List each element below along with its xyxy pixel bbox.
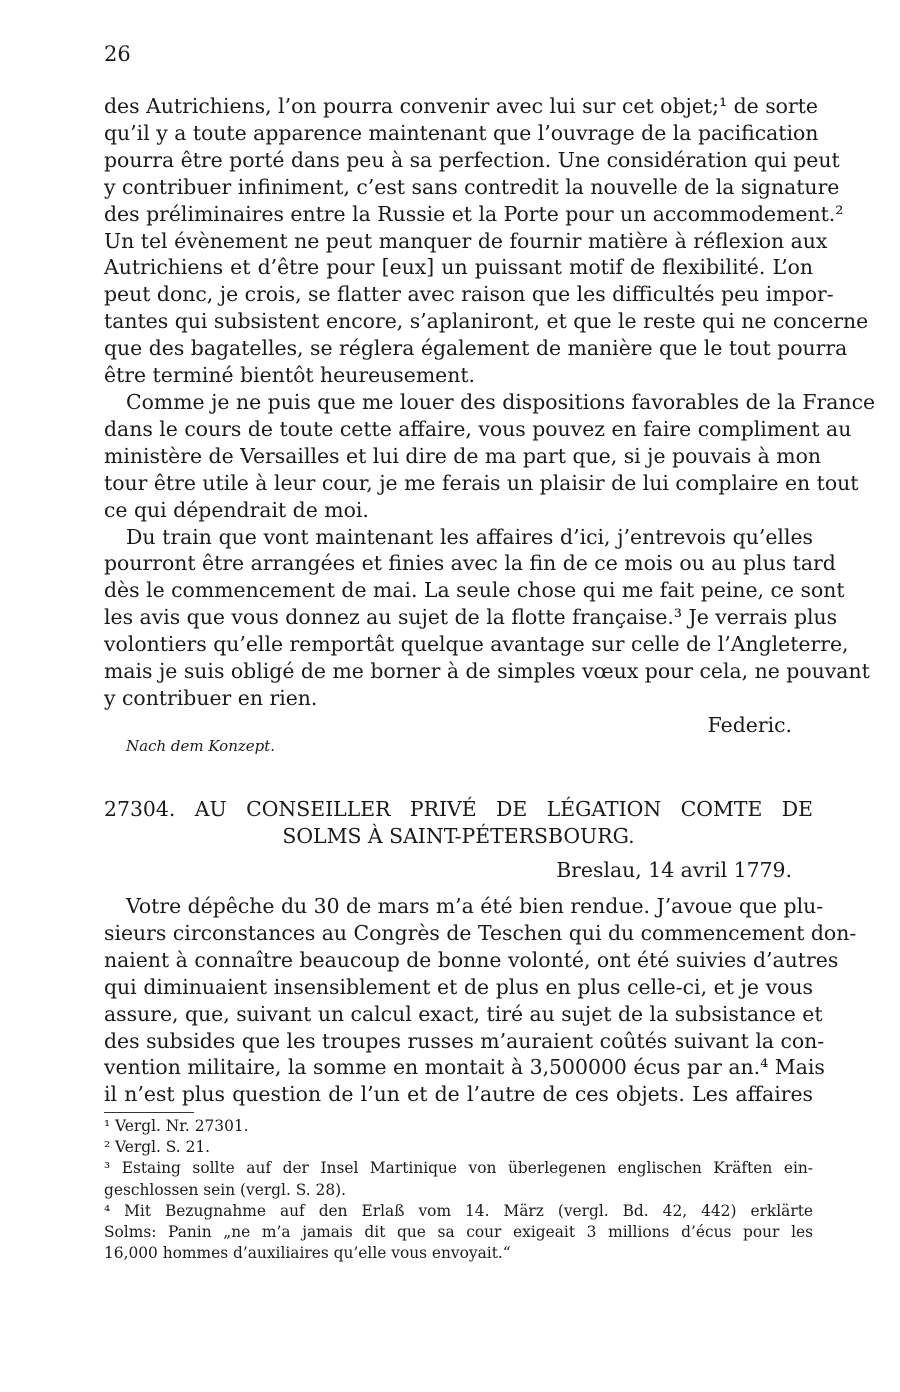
footnote-line: ⁴ Mit Bezugnahme auf den Erlaß vom 14. März (vergl. Bd. 42, 442) erklärte <box>104 1201 813 1220</box>
source-note: Nach dem Konzept. <box>126 737 276 755</box>
footnote <box>104 1158 813 1200</box>
text-line: dès le commencement de mai. La seule chose qui me fait peine, ce sont <box>104 578 845 603</box>
text-line: il n’est plus question de l’un et de l’autre de ces objets. Les affaires <box>104 1082 813 1107</box>
text-line: volontiers qu’elle remportât quelque avantage sur celle de l’Angleterre, <box>104 632 849 657</box>
footnote-line: ¹ Vergl. Nr. 27301. <box>104 1117 249 1135</box>
text-line: dans le cours de toute cette affaire, vous pouvez en faire compliment au <box>104 416 852 441</box>
text-line: des préliminaires entre la Russie et la Porte pour un accommodement.² <box>104 201 844 226</box>
letter-continuation-text <box>104 93 876 712</box>
text-line: assure, que, suivant un calcul exact, tiré au sujet de la subsistance et <box>104 1001 823 1026</box>
letter-body-text <box>104 893 857 1108</box>
dateline: Breslau, 14 avril 1779. <box>556 858 792 882</box>
text-line: Votre dépêche du 30 de mars m’a été bien rendue. J’avoue que plu- <box>126 894 824 918</box>
text-line: mais je suis obligé de me borner à de simples vœux pour cela, ne pouvant <box>104 659 870 684</box>
text-line: les avis que vous donnez au sujet de la flotte française.³ Je verrais plus <box>104 605 838 630</box>
text-line: sieurs circonstances au Congrès de Teschen qui du commencement don- <box>104 920 857 945</box>
text-line: Du train que vont maintenant les affaires d’ici, j’entrevois qu’elles <box>126 524 813 549</box>
text-line: qui diminuaient insensiblement et de plus en plus celle-ci, et je vous <box>104 974 813 999</box>
text-line: Un tel évènement ne peut manquer de fournir matière à réflexion aux <box>104 228 828 253</box>
letter-heading-line: SOLMS À SAINT-PÉTERSBOURG. <box>282 824 635 848</box>
footnote-line: Solms: Panin „ne m’a jamais dit que sa cour exigeait 3 millions d’écus pour les <box>104 1223 813 1242</box>
footnotes <box>104 1116 813 1264</box>
text-line: peut donc, je crois, se flatter avec raison que les difficultés peu impor- <box>104 282 834 307</box>
text-line: ministère de Versailles et lui dire de ma part que, si je pouvais à mon <box>104 443 822 468</box>
signature: Federic. <box>707 713 792 737</box>
footnote-divider <box>104 1112 194 1113</box>
text-line: y contribuer infiniment, c’est sans contredit la nouvelle de la signature <box>104 174 840 199</box>
text-line: pourront être arrangées et finies avec la fin de ce mois ou au plus tard <box>104 551 836 576</box>
footnote-line: 16,000 hommes d’auxiliaires qu’elle vous envoyait.“ <box>104 1244 511 1263</box>
text-line: des subsides que les troupes russes m’auraient coûtés suivant la con- <box>104 1028 825 1053</box>
text-line: naient à connaître beaucoup de bonne volonté, ont été suivies d’autres <box>104 947 839 972</box>
letter-heading-line: 27304. AU CONSEILLER PRIVÉ DE LÉGATION COMTE DE <box>104 797 813 821</box>
text-line: tour être utile à leur cour, je me ferais un plaisir de lui complaire en tout <box>104 470 859 495</box>
footnote-line: ³ Estaing sollte auf der Insel Martinique von überlegenen englischen Kräften ein- <box>104 1159 813 1178</box>
text-line: ce qui dépendrait de moi. <box>104 497 369 522</box>
text-line: tantes qui subsistent encore, s’aplaniront, et que le reste qui ne concerne <box>104 309 869 334</box>
text-line: y contribuer en rien. <box>104 685 318 710</box>
text-line: vention militaire, la somme en montait à 3,500000 écus par an.⁴ Mais <box>104 1055 825 1080</box>
text-line: pourra être porté dans peu à sa perfection. Une considération qui peut <box>104 147 840 172</box>
text-line: être terminé bientôt heureusement. <box>104 363 476 388</box>
text-line: que des bagatelles, se réglera également de manière que le tout pourra <box>104 336 848 361</box>
footnote-line: ² Vergl. S. 21. <box>104 1138 211 1157</box>
letter-heading <box>104 796 813 850</box>
footnote-line: geschlossen sein (vergl. S. 28). <box>104 1180 347 1199</box>
page-number: 26 <box>104 42 131 66</box>
text-line: Comme je ne puis que me louer des dispositions favorables de la France <box>126 389 876 414</box>
footnote <box>104 1116 813 1137</box>
footnote <box>104 1201 813 1265</box>
footnote <box>104 1137 813 1158</box>
text-line: Autrichiens et d’être pour [eux] un puissant motif de flexibilité. L’on <box>104 255 813 280</box>
text-line: des Autrichiens, l’on pourra convenir avec lui sur cet objet;¹ de sorte <box>104 94 818 118</box>
text-line: qu’il y a toute apparence maintenant que l’ouvrage de la pacification <box>104 120 819 145</box>
